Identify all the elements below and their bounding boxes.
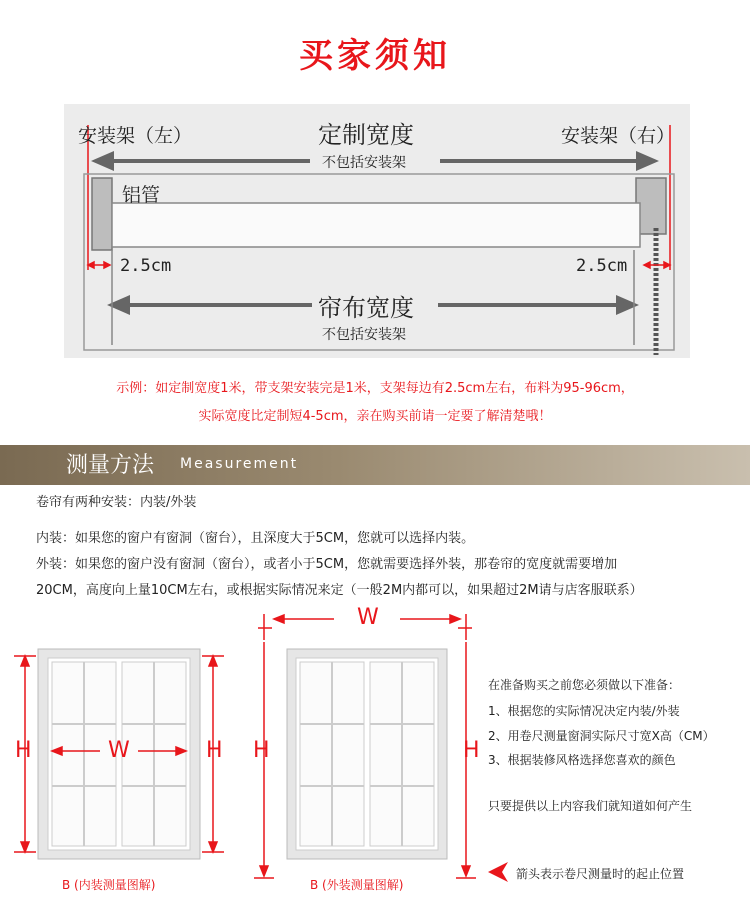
bracket-left-label: 安装架（左） [78, 125, 193, 147]
notes-item-2: 2、用卷尺测量窗洞实际尺寸宽X高（CM） [488, 729, 715, 743]
notes-item-3: 3、根据装修风格选择您喜欢的颜色 [488, 753, 676, 767]
fabric-width-label: 帘布宽度 [318, 294, 414, 322]
fabric-width-note: 不包括安装架 [322, 327, 406, 343]
section-title: 测量方法 [66, 453, 155, 478]
page-title: 买家须知 [299, 36, 451, 76]
inner-caption: B (内装测量图解) [62, 878, 156, 892]
inner-w: W [108, 738, 130, 763]
outer-h-left: H [253, 738, 270, 763]
outer-h-right: H [463, 738, 480, 763]
notes-item-1: 1、根据您的实际情况决定内装/外装 [488, 704, 680, 718]
outer-caption: B (外装测量图解) [310, 878, 404, 892]
gap-left-label: 2.5cm [120, 256, 172, 276]
custom-width-arrowhead-left [96, 154, 112, 168]
bracket-right-label: 安装架（右） [561, 125, 676, 147]
example-line-1: 示例：如定制宽度1米，带支架安装完是1米，支架每边有2.5cm左右，布料为95-96cm， [116, 381, 634, 396]
gap-right-label: 2.5cm [576, 256, 628, 276]
outer-window [287, 649, 447, 859]
notes-legend: 箭头表示卷尺测量时的起止位置 [516, 867, 685, 881]
inner-install-text: 内装：如果您的窗户有窗洞（窗台），且深度大于5CM，您就可以选择内装。 [36, 531, 475, 546]
outer-install-text-1: 外装：如果您的窗户没有窗洞（窗台），或者小于5CM，您就需要选择外装，那卷帘的宽度就需要增加 [36, 557, 618, 572]
outer-install-text-2: 20CM，高度向上量10CM左右，或根据实际情况来定（一般2M内都可以，如果超过2M请与店客服联系） [36, 583, 643, 598]
notes-heading: 在准备购买之前您必须做以下准备： [488, 678, 681, 692]
intro-text: 卷帘有两种安装：内装/外装 [36, 495, 197, 510]
notes-footer: 只要提供以上内容我们就知道如何产生 [488, 799, 693, 813]
custom-width-arrowhead-right [638, 154, 654, 168]
legend-arrow-icon [488, 862, 508, 882]
roller-tube [112, 203, 640, 247]
bracket-left [92, 178, 112, 250]
section-subtitle: Measurement [180, 456, 299, 472]
tube-label: 铝管 [122, 184, 161, 206]
outer-w: W [357, 605, 379, 630]
inner-h-right: H [206, 738, 223, 763]
example-line-2: 实际宽度比定制短4-5cm，亲在购买前请一定要了解清楚哦！ [198, 409, 552, 424]
custom-width-note: 不包括安装架 [322, 155, 406, 171]
inner-h-left: H [15, 738, 32, 763]
custom-width-label: 定制宽度 [318, 121, 414, 149]
